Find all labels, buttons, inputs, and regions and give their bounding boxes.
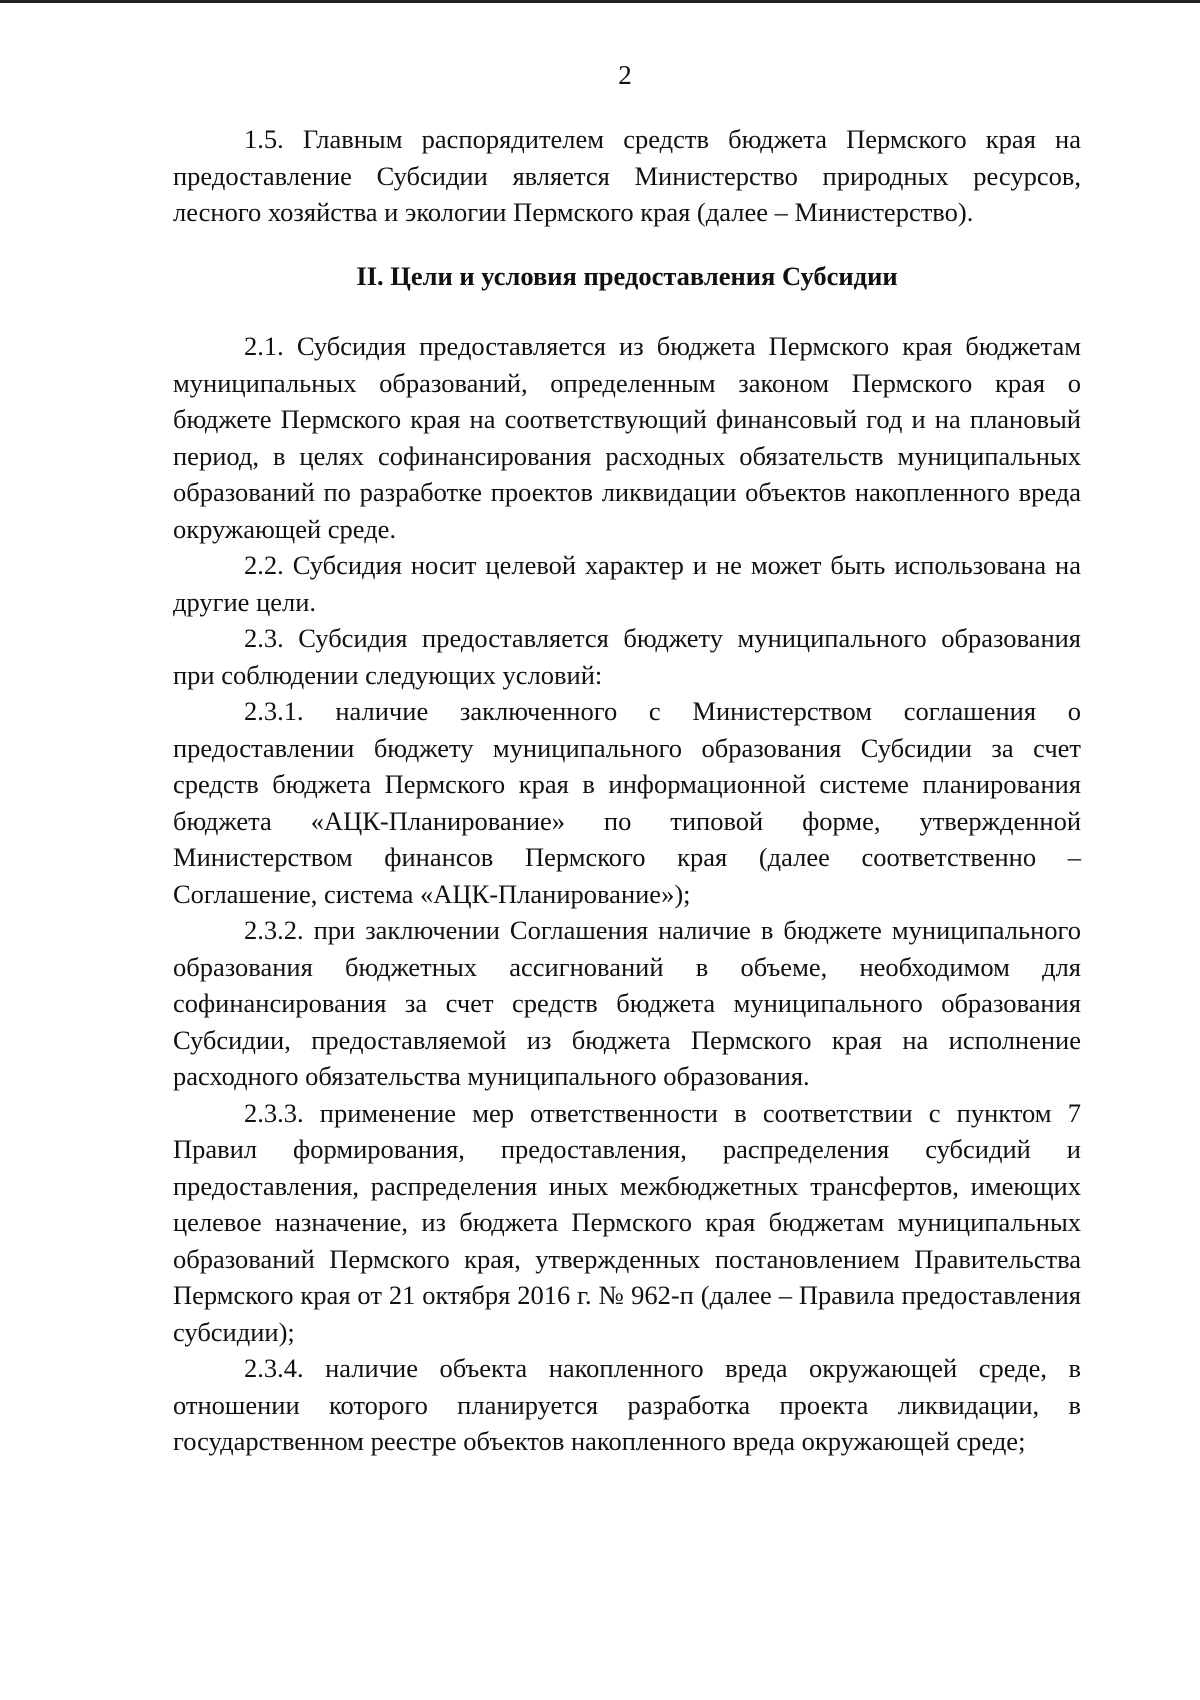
document-body bbox=[173, 121, 1081, 1460]
paragraph-2-3-1: 2.3.1. наличие заключенного с Министерством соглашения о предоставлении бюджету муниципального образования Субсидии за счет средств бюджета Пермского края в информационной системе планирования бюджета «АЦК-Планирование» по типовой форме, утвержденной Министерством финансов Пермского края (далее соответственно – Соглашение, система «АЦК-Планирование»); bbox=[173, 696, 1081, 909]
paragraph-2-3-2: 2.3.2. при заключении Соглашения наличие в бюджете муниципального образования бюджетных ассигнований в объеме, необходимом для софинансирования за счет средств бюджета муниципального образования Субсидии, предоставляемой из бюджета Пермского края на исполнение расходного обязательства муниципального образования. bbox=[173, 915, 1081, 1091]
paragraph-2-1: 2.1. Субсидия предоставляется из бюджета Пермского края бюджетам муниципальных образований, определенным законом Пермского края о бюджете Пермского края на соответствующий финансовый год и на плановый период, в целях софинансирования расходных обязательств муниципальных образований по разработке проектов ликвидации объектов накопленного вреда окружающей среде. bbox=[173, 331, 1081, 544]
paragraph-2-3-4: 2.3.4. наличие объекта накопленного вреда окружающей среде, в отношении которого планируется разработка проекта ликвидации, в государственном реестре объектов накопленного вреда окружающей среде; bbox=[173, 1353, 1081, 1456]
paragraph-2-3: 2.3. Субсидия предоставляется бюджету муниципального образования при соблюдении следующих условий: bbox=[173, 623, 1081, 690]
spacer bbox=[173, 294, 1081, 328]
paragraph-2-3-3: 2.3.3. применение мер ответственности в соответствии с пунктом 7 Правил формирования, предоставления, распределения субсидий и предоставления, распределения иных межбюджетных трансфертов, имеющих целевое назначение, из бюджета Пермского края бюджетам муниципальных образований Пермского края, утвержденных постановлением Правительства Пермского края от 21 октября 2016 г. № 962-п (далее – Правила предоставления субсидии); bbox=[173, 1097, 1081, 1347]
section-heading: II. Цели и условия предоставления Субсидии bbox=[356, 260, 898, 291]
spacer bbox=[173, 231, 1081, 258]
paragraph-1-5: 1.5. Главным распорядителем средств бюджета Пермского края на предоставление Субсидии является Министерство природных ресурсов, лесного хозяйства и экологии Пермского края (далее – Министерство). bbox=[173, 124, 1081, 227]
page-number: 2 bbox=[618, 60, 632, 90]
scan-top-edge bbox=[0, 0, 1200, 3]
paragraph-2-2: 2.2. Субсидия носит целевой характер и не может быть использована на другие цели. bbox=[173, 550, 1081, 617]
